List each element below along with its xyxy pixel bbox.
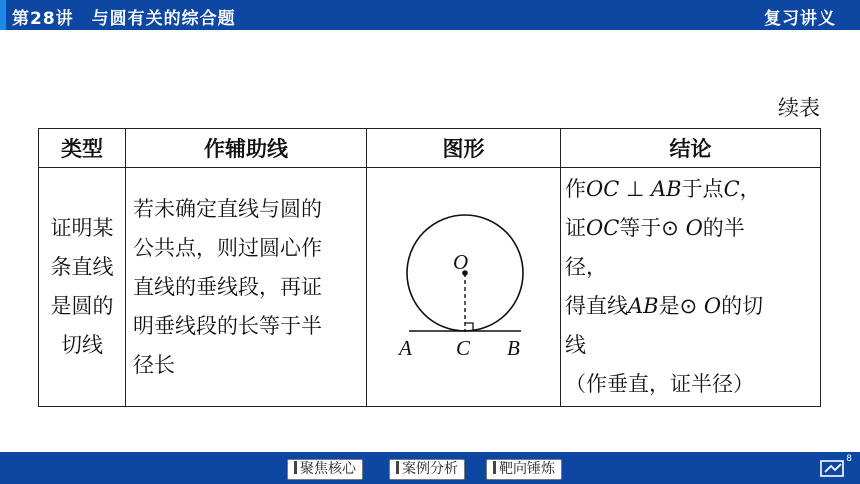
conclusion-text: 是⊙ [658,294,704,318]
nav-button-case-analysis[interactable] [389,459,465,480]
conclusion-text: 的半 [702,216,745,240]
header-figure: 图形 [367,129,561,168]
math-c: C [723,177,740,201]
aux-line: 径长 [133,352,175,377]
nav-label: 靶向锤炼 [499,461,555,477]
type-line: 是圆的 [50,294,114,318]
table-header-row [39,129,821,168]
type-line: 切线 [61,333,103,357]
lesson-title: 第28讲 与圆有关的综合题 [12,9,236,29]
math-ab: AB [628,294,659,318]
type-line: 证明某 [50,216,114,240]
conclusion-text: 证 [565,216,586,240]
conclusion-text: ， [739,177,761,201]
aux-line: 明垂线段的长等于半 [133,313,322,338]
type-cell [39,168,126,407]
header-type: 类型 [39,129,126,168]
conclusion-line-5: 线 [565,333,586,357]
conclusion-line-3: 径， [565,255,607,279]
nav-label: 案例分析 [402,461,458,477]
label-b: B [507,336,520,360]
nav-button-focus-core[interactable] [287,459,363,480]
header-accent [0,0,6,30]
nav-bar-icon [294,461,297,474]
type-line: 条直线 [50,255,114,279]
nav-bar-icon [493,461,496,474]
review-label: 复习讲义 [764,9,836,29]
conclusion-line-4 [565,287,814,326]
footer-bar [0,452,860,484]
label-a: A [399,336,412,360]
conclusion-text: 的切 [721,294,764,318]
nav-bar-icon [396,461,399,474]
aux-line: 直线的垂线段，再证 [133,274,322,299]
conclusion-line-2 [565,209,814,248]
label-o: O [453,250,469,274]
aux-line-cell [126,168,367,407]
conclusion-text: 于点 [681,177,724,201]
page-number: 8 [846,454,852,464]
math-ab: AB [650,177,682,201]
conclusion-text: 等于⊙ [619,216,686,240]
conclusion-line-6: （作垂直，证半径） [565,372,754,396]
header-conclusion: 结论 [561,129,821,168]
math-o: O [703,294,722,318]
nav-button-targeted-practice[interactable] [486,459,562,480]
figure-cell [367,168,561,407]
conclusion-text: 得直线 [565,294,628,318]
conclusion-line-1 [565,170,814,209]
math-oc: OC [586,177,620,201]
table-row [39,168,821,407]
conclusion-text: 作 [565,177,586,201]
math-o: O [685,216,703,240]
aux-line: 若未确定直线与圆的 [133,196,322,221]
perp-symbol: ⊥ [619,177,651,201]
header-aux-line: 作辅助线 [126,129,367,168]
label-c: C [456,336,471,360]
summary-table [38,128,821,407]
nav-label: 聚焦核心 [300,461,356,477]
tangent-figure [367,169,561,405]
next-page-icon[interactable] [820,458,846,478]
math-oc: OC [586,216,620,240]
header-bar [0,0,860,30]
conclusion-cell [561,168,821,407]
aux-line: 公共点，则过圆心作 [133,235,322,260]
continued-label: 续表 [778,96,820,120]
